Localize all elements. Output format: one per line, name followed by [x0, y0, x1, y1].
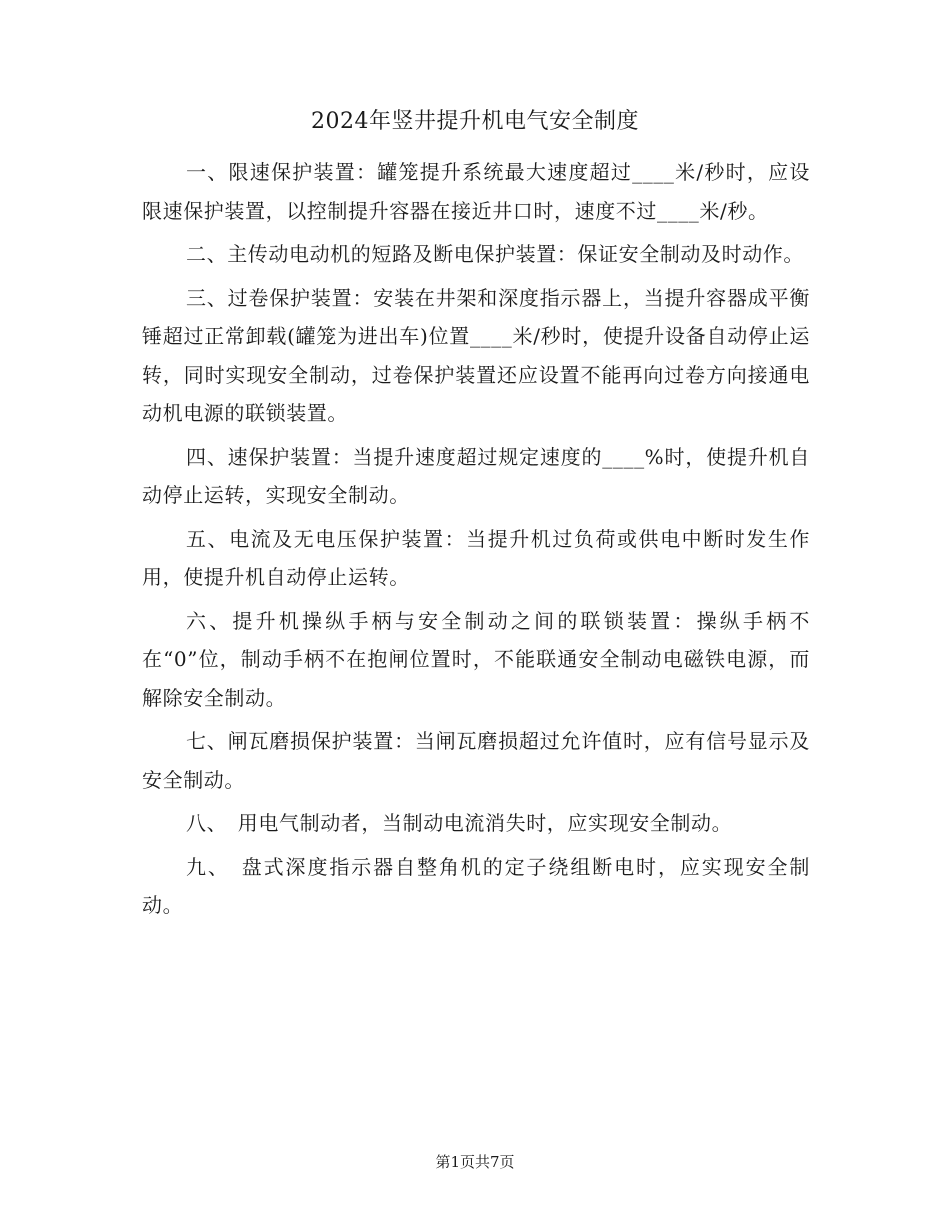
- page-footer: 第1页共7页: [435, 1153, 515, 1171]
- paragraph-9: 九、 盘式深度指示器自整角机的定子绕组断电时，应实现安全制动。: [142, 854, 810, 917]
- paragraph-5: 五、电流及无电压保护装置：当提升机过负荷或供电中断时发生作用，使提升机自动停止运转。: [142, 526, 810, 589]
- document-title: 2024年竖井提升机电气安全制度: [311, 109, 639, 134]
- document-body: [142, 153, 810, 930]
- paragraph-6: 六、提升机操纵手柄与安全制动之间的联锁装置：操纵手柄不在“0”位，制动手柄不在抱闸位置时，不能联通安全制动电磁铁电源，而解除安全制动。: [142, 608, 810, 710]
- paragraph-7: 七、闸瓦磨损保护装置：当闸瓦磨损超过允许值时，应有信号显示及安全制动。: [142, 729, 810, 792]
- paragraph-1: 一、限速保护装置：罐笼提升系统最大速度超过____米/秒时，应设限速保护装置，以控制提升容器在接近井口时，速度不过____米/秒。: [142, 160, 810, 223]
- paragraph-4: 四、速保护装置：当提升速度超过规定速度的____%时，使提升机自动停止运转，实现安全制动。: [142, 444, 810, 507]
- paragraph-8: 八、 用电气制动者，当制动电流消失时，应实现安全制动。: [186, 811, 733, 835]
- paragraph-2: 二、主传动电动机的短路及断电保护装置：保证安全制动及时动作。: [186, 242, 804, 266]
- paragraph-3: 三、过卷保护装置：安装在井架和深度指示器上，当提升容器成平衡锤超过正常卸载(罐笼为进出车)位置____米/秒时，使提升设备自动停止运转，同时实现安全制动，过卷保护装置还应设置不能再向过卷方向接通电动机电源的联锁装置。: [142, 285, 810, 425]
